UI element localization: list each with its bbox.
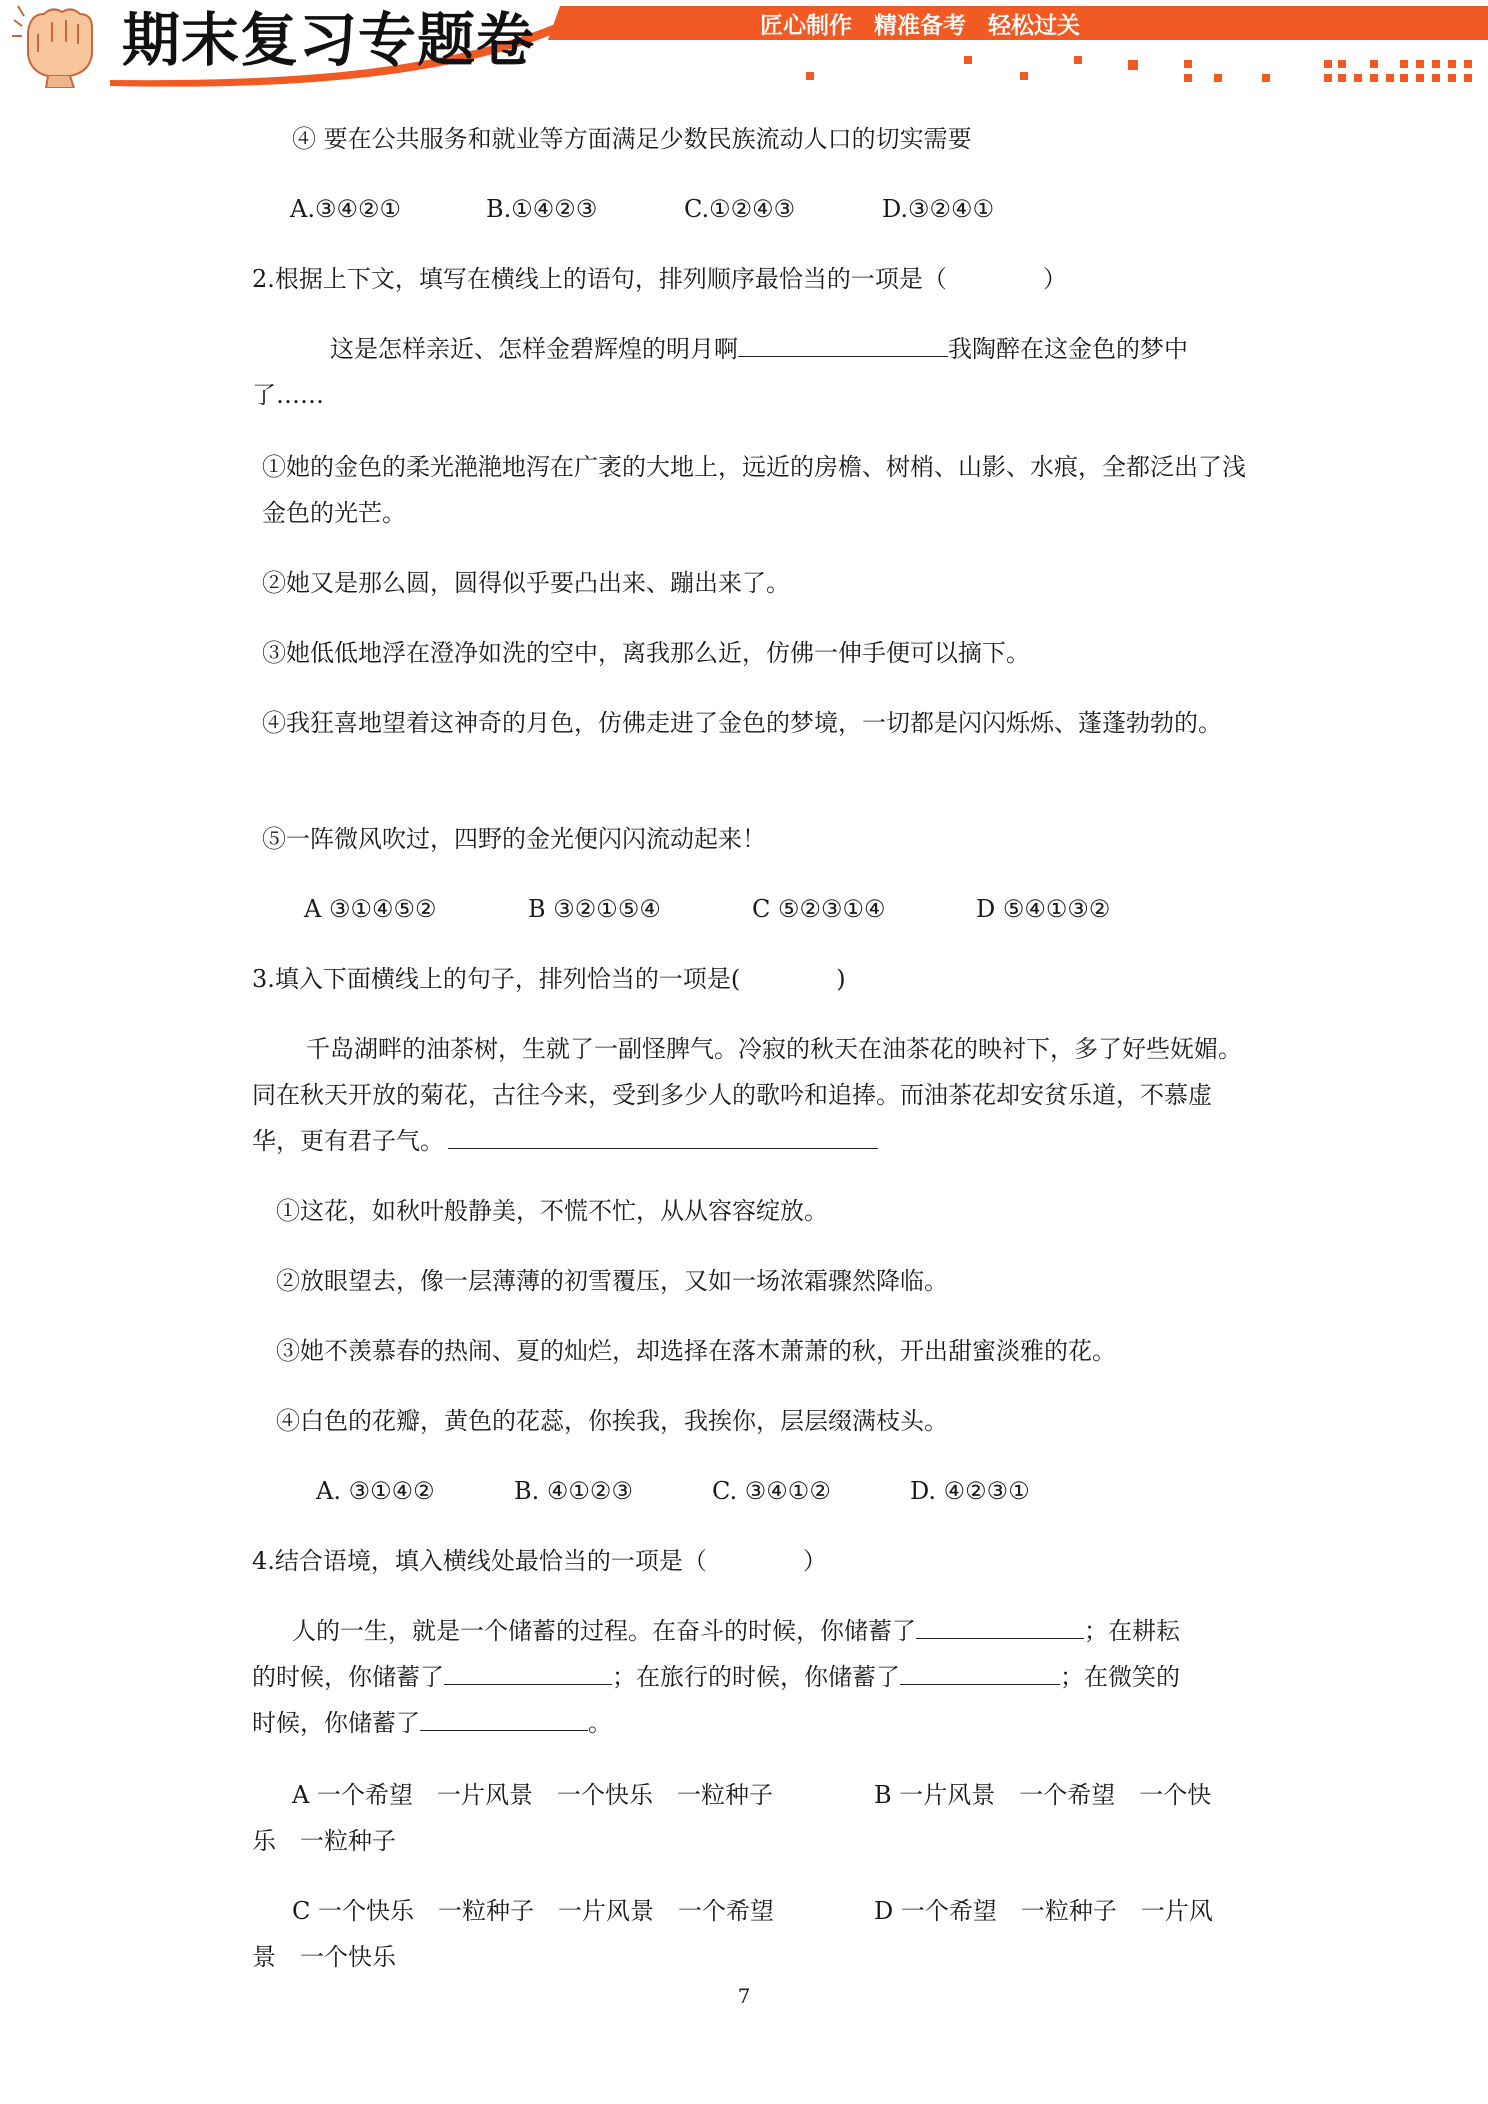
header-banner (0, 0, 1488, 92)
q3-blank (448, 1120, 878, 1149)
q4-stem: 4.结合语境，填入横线处最恰当的一项是（ ） (252, 1547, 827, 1575)
q4-passage-line3 (252, 1700, 612, 1746)
q4-blank-4 (420, 1702, 588, 1731)
q3-passage-text: 千岛湖畔的油茶树，生就了一副怪脾气。冷寂的秋天在油茶花的映衬下，多了好些妩媚。同在秋天开放的菊花，古往今来，受到多少人的歌吟和追捧。而油茶花却安贫乐道，不慕虚华，更有君子气。 (252, 1035, 1242, 1155)
q4-text-5: ；在微笑的 (1060, 1663, 1180, 1691)
q4-blank-2 (444, 1656, 612, 1685)
q2-stem: 2.根据上下文，填写在横线上的语句，排列顺序最恰当的一项是（ ） (252, 265, 1067, 293)
q3-item-2: ②放眼望去，像一层薄薄的初雪覆压，又如一场浓霜骤然降临。 (276, 1267, 948, 1295)
banner-title: 期末复习专题卷 (122, 6, 536, 74)
q4-option-d-cont: 景 一个快乐 (252, 1943, 396, 1971)
q3-option-b: B. ④①②③ (514, 1477, 633, 1505)
slogan-2: 精准备考 (874, 13, 966, 39)
q1-option-b: B.①④②③ (486, 195, 598, 223)
q3-stem: 3.填入下面横线上的句子，排列恰当的一项是( ) (252, 965, 846, 993)
q1-option-a: A.③④②① (290, 195, 402, 223)
q2-option-a: A ③①④⑤② (304, 895, 437, 923)
q2-option-b: B ③②①⑤④ (528, 895, 661, 923)
q2-option-c: C ⑤②③①④ (752, 895, 886, 923)
q3-passage (252, 1026, 1250, 1164)
q4-passage-line2 (252, 1654, 1180, 1700)
q4-text-6: 时候，你储蓄了 (252, 1709, 420, 1737)
slogan-3: 轻松过关 (988, 13, 1080, 39)
q4-text-2: ；在耕耘 (1084, 1617, 1180, 1645)
q2-passage-before: 这是怎样亲近、怎样金碧辉煌的明月啊 (330, 335, 738, 363)
q4-blank-3 (900, 1656, 1060, 1685)
q2-item-4: ④我狂喜地望着这神奇的月色，仿佛走进了金色的梦境，一切都是闪闪烁烁、蓬蓬勃勃的。 (262, 709, 1222, 737)
q4-text-4: ；在旅行的时候，你储蓄了 (612, 1663, 900, 1691)
q2-item-2: ②她又是那么圆，圆得似乎要凸出来、蹦出来了。 (262, 569, 790, 597)
q2-item-1: ①她的金色的柔光滟滟地泻在广袤的大地上，远近的房檐、树梢、山影、水痕，全都泛出了浅金色的光芒。 (262, 453, 1246, 527)
q2-option-d: D ⑤④①③② (976, 895, 1111, 923)
q3-option-d: D. ④②③① (910, 1477, 1030, 1505)
q2-options (304, 886, 1110, 932)
q1-option-c: C.①②④③ (684, 195, 796, 223)
decorative-dots (806, 56, 1472, 82)
q1-item-4: ④ 要在公共服务和就业等方面满足少数民族流动人口的切实需要 (292, 125, 972, 153)
q2-passage-end: 了…… (252, 381, 324, 409)
q4-options-line1 (292, 1772, 1211, 1818)
q1-options (290, 186, 994, 232)
q1-option-d: D.③②④① (882, 195, 995, 223)
q4-blank-1 (916, 1610, 1084, 1639)
q4-passage-line1 (292, 1608, 1180, 1654)
q3-option-c: C. ③④①② (712, 1477, 831, 1505)
q4-option-c: C 一个快乐 一粒种子 一片风景 一个希望 (292, 1897, 774, 1925)
q4-text-3: 的时候，你储蓄了 (252, 1663, 444, 1691)
q3-item-3: ③她不羡慕春的热闹、夏的灿烂，却选择在落木萧萧的秋，开出甜蜜淡雅的花。 (276, 1337, 1116, 1365)
q4-option-b: B 一片风景 一个希望 一个快 (874, 1781, 1212, 1809)
q2-blank (738, 328, 948, 357)
q3-options (316, 1468, 1030, 1514)
q4-option-d: D 一个希望 一粒种子 一片风 (874, 1897, 1213, 1925)
q3-item-1: ①这花，如秋叶般静美，不慌不忙，从从容容绽放。 (276, 1197, 828, 1225)
q4-text-7: 。 (588, 1709, 612, 1737)
q2-item-5: ⑤一阵微风吹过，四野的金光便闪闪流动起来！ (262, 825, 766, 853)
q4-option-b-cont: 乐 一粒种子 (252, 1827, 396, 1855)
q2-passage-line1 (330, 326, 1188, 372)
page-number: 7 (737, 1984, 751, 2008)
q3-item-4: ④白色的花瓣，黄色的花蕊，你挨我，我挨你，层层缀满枝头。 (276, 1407, 948, 1435)
q2-passage-after: 我陶醉在这金色的梦中 (948, 335, 1188, 363)
q4-option-a: A 一个希望 一片风景 一个快乐 一粒种子 (292, 1781, 773, 1809)
fist-icon (8, 2, 104, 88)
slogan-1: 匠心制作 (760, 13, 852, 39)
q2-item-3: ③她低低地浮在澄净如洗的空中，离我那么近，仿佛一伸手便可以摘下。 (262, 639, 1030, 667)
q4-text-1: 人的一生，就是一个储蓄的过程。在奋斗的时候，你储蓄了 (292, 1617, 916, 1645)
banner-slogans (760, 8, 1080, 44)
q4-options-line2 (292, 1888, 1213, 1934)
q3-option-a: A. ③①④② (316, 1477, 435, 1505)
